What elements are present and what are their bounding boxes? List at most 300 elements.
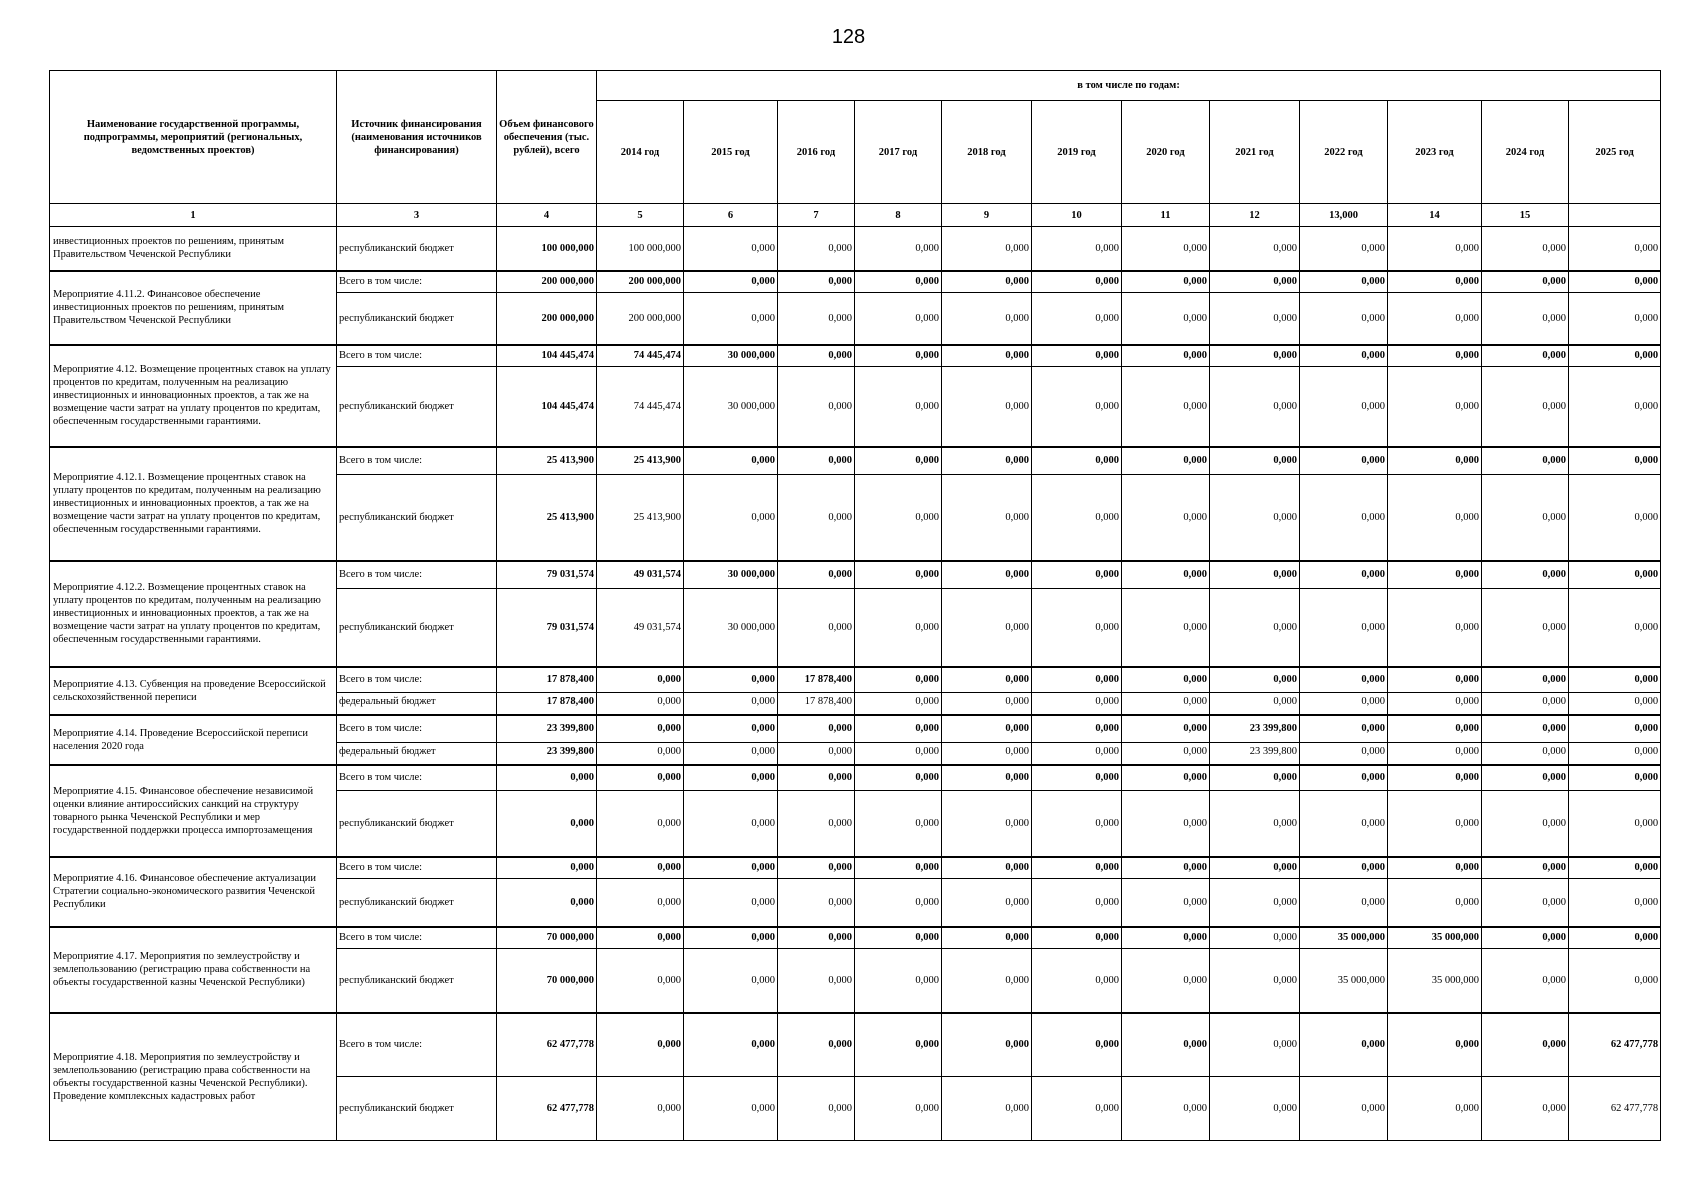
header-column-number: 13,000 xyxy=(1300,204,1388,227)
year-value: 0,000 xyxy=(1569,791,1661,857)
year-value: 0,000 xyxy=(1482,927,1569,949)
year-value: 0,000 xyxy=(1388,561,1482,589)
year-value: 0,000 xyxy=(1032,589,1122,667)
year-value: 0,000 xyxy=(1482,367,1569,447)
year-value: 0,000 xyxy=(1300,561,1388,589)
year-value: 0,000 xyxy=(942,743,1032,765)
header-column-number xyxy=(1569,204,1661,227)
year-value: 0,000 xyxy=(1122,1077,1210,1141)
year-value: 0,000 xyxy=(1300,589,1388,667)
year-value: 35 000,000 xyxy=(1388,927,1482,949)
year-value: 0,000 xyxy=(1569,475,1661,561)
year-value: 0,000 xyxy=(1482,949,1569,1013)
year-value: 0,000 xyxy=(1482,1013,1569,1077)
year-value: 0,000 xyxy=(778,927,855,949)
funding-source: Всего в том числе: xyxy=(337,667,497,693)
header-year: 2015 год xyxy=(684,101,778,204)
funding-source: Всего в том числе: xyxy=(337,857,497,879)
year-value: 0,000 xyxy=(778,561,855,589)
table-row xyxy=(50,927,1661,949)
funding-source: республиканский бюджет xyxy=(337,1077,497,1141)
header-column-number: 6 xyxy=(684,204,778,227)
year-value: 0,000 xyxy=(1482,271,1569,293)
total-value: 70 000,000 xyxy=(497,949,597,1013)
year-value: 0,000 xyxy=(1388,879,1482,927)
year-value: 0,000 xyxy=(1122,345,1210,367)
year-value: 35 000,000 xyxy=(1300,927,1388,949)
year-value: 0,000 xyxy=(778,271,855,293)
header-year: 2014 год xyxy=(597,101,684,204)
year-value: 0,000 xyxy=(855,949,942,1013)
year-value: 30 000,000 xyxy=(684,367,778,447)
year-value: 0,000 xyxy=(1210,345,1300,367)
header-column-number: 5 xyxy=(597,204,684,227)
year-value: 0,000 xyxy=(684,1077,778,1141)
year-value: 0,000 xyxy=(1482,345,1569,367)
year-value: 0,000 xyxy=(1032,791,1122,857)
header-year: 2018 год xyxy=(942,101,1032,204)
total-value: 200 000,000 xyxy=(497,293,597,345)
year-value: 0,000 xyxy=(1032,743,1122,765)
year-value: 0,000 xyxy=(942,791,1032,857)
year-value: 0,000 xyxy=(1032,447,1122,475)
year-value: 0,000 xyxy=(1210,791,1300,857)
year-value: 0,000 xyxy=(942,693,1032,715)
year-value: 0,000 xyxy=(684,791,778,857)
table-row xyxy=(50,857,1661,879)
year-value: 0,000 xyxy=(1210,227,1300,271)
year-value: 0,000 xyxy=(1482,589,1569,667)
year-value: 35 000,000 xyxy=(1388,949,1482,1013)
total-value: 23 399,800 xyxy=(497,715,597,743)
funding-source: Всего в том числе: xyxy=(337,715,497,743)
year-value: 0,000 xyxy=(1300,293,1388,345)
year-value: 0,000 xyxy=(1122,447,1210,475)
year-value: 0,000 xyxy=(1569,561,1661,589)
year-value: 0,000 xyxy=(855,561,942,589)
year-value: 0,000 xyxy=(597,949,684,1013)
header-column-number: 11 xyxy=(1122,204,1210,227)
year-value: 0,000 xyxy=(1569,271,1661,293)
table-row xyxy=(50,345,1661,367)
budget-table xyxy=(49,70,1661,1141)
year-value: 49 031,574 xyxy=(597,589,684,667)
year-value: 0,000 xyxy=(1482,227,1569,271)
year-value: 0,000 xyxy=(1300,1013,1388,1077)
year-value: 0,000 xyxy=(778,447,855,475)
year-value: 0,000 xyxy=(597,857,684,879)
year-value: 0,000 xyxy=(855,857,942,879)
table-row xyxy=(50,715,1661,743)
year-value: 0,000 xyxy=(1122,949,1210,1013)
year-value: 0,000 xyxy=(942,271,1032,293)
year-value: 0,000 xyxy=(684,949,778,1013)
funding-source: Всего в том числе: xyxy=(337,561,497,589)
year-value: 0,000 xyxy=(1388,1013,1482,1077)
year-value: 0,000 xyxy=(597,927,684,949)
year-value: 0,000 xyxy=(942,367,1032,447)
header-column-number: 15 xyxy=(1482,204,1569,227)
year-value: 0,000 xyxy=(778,367,855,447)
header-column-number: 1 xyxy=(50,204,337,227)
activity-name: Мероприятие 4.17. Мероприятия по землеустройству и землепользованию (регистрацию права собственности на объекты государственной казны Чеченской Республики) xyxy=(50,927,337,1013)
funding-source: республиканский бюджет xyxy=(337,879,497,927)
total-value: 79 031,574 xyxy=(497,561,597,589)
year-value: 0,000 xyxy=(1300,367,1388,447)
year-value: 0,000 xyxy=(855,715,942,743)
year-value: 0,000 xyxy=(778,743,855,765)
year-value: 0,000 xyxy=(778,879,855,927)
year-value: 0,000 xyxy=(778,227,855,271)
year-value: 0,000 xyxy=(855,667,942,693)
funding-source: Всего в том числе: xyxy=(337,765,497,791)
total-value: 62 477,778 xyxy=(497,1077,597,1141)
funding-source: республиканский бюджет xyxy=(337,791,497,857)
header-name: Наименование государственной программы, подпрограммы, мероприятий (региональных, ведомственных проектов) xyxy=(50,71,337,204)
funding-source: федеральный бюджет xyxy=(337,693,497,715)
year-value: 0,000 xyxy=(1300,1077,1388,1141)
year-value: 23 399,800 xyxy=(1210,743,1300,765)
year-value: 0,000 xyxy=(1122,561,1210,589)
year-value: 0,000 xyxy=(1569,227,1661,271)
total-value: 0,000 xyxy=(497,791,597,857)
year-value: 0,000 xyxy=(1482,879,1569,927)
year-value: 0,000 xyxy=(1210,1077,1300,1141)
year-value: 62 477,778 xyxy=(1569,1013,1661,1077)
header-year: 2024 год xyxy=(1482,101,1569,204)
year-value: 0,000 xyxy=(1388,791,1482,857)
year-value: 0,000 xyxy=(684,765,778,791)
year-value: 0,000 xyxy=(1482,293,1569,345)
year-value: 0,000 xyxy=(1032,765,1122,791)
total-value: 25 413,900 xyxy=(497,447,597,475)
year-value: 0,000 xyxy=(597,1077,684,1141)
year-value: 0,000 xyxy=(1300,765,1388,791)
year-value: 0,000 xyxy=(597,743,684,765)
year-value: 0,000 xyxy=(1210,271,1300,293)
year-value: 0,000 xyxy=(1300,271,1388,293)
year-value: 0,000 xyxy=(684,271,778,293)
year-value: 0,000 xyxy=(1300,693,1388,715)
year-value: 0,000 xyxy=(942,949,1032,1013)
year-value: 0,000 xyxy=(855,791,942,857)
funding-source: республиканский бюджет xyxy=(337,367,497,447)
year-value: 0,000 xyxy=(1388,715,1482,743)
year-value: 0,000 xyxy=(855,1013,942,1077)
year-value: 0,000 xyxy=(1122,271,1210,293)
year-value: 0,000 xyxy=(1569,367,1661,447)
header-column-number: 9 xyxy=(942,204,1032,227)
year-value: 0,000 xyxy=(855,693,942,715)
year-value: 0,000 xyxy=(684,1013,778,1077)
year-value: 0,000 xyxy=(684,693,778,715)
funding-source: республиканский бюджет xyxy=(337,227,497,271)
total-value: 104 445,474 xyxy=(497,367,597,447)
year-value: 0,000 xyxy=(1032,271,1122,293)
header-column-number: 10 xyxy=(1032,204,1122,227)
year-value: 0,000 xyxy=(1569,927,1661,949)
year-value: 0,000 xyxy=(1032,949,1122,1013)
year-value: 0,000 xyxy=(1210,475,1300,561)
header-column-number: 14 xyxy=(1388,204,1482,227)
header-year: 2019 год xyxy=(1032,101,1122,204)
year-value: 17 878,400 xyxy=(778,693,855,715)
header-column-numbers xyxy=(50,204,1661,227)
year-value: 0,000 xyxy=(855,447,942,475)
year-value: 0,000 xyxy=(684,447,778,475)
year-value: 0,000 xyxy=(942,765,1032,791)
year-value: 0,000 xyxy=(1569,693,1661,715)
year-value: 0,000 xyxy=(1032,475,1122,561)
year-value: 0,000 xyxy=(1300,715,1388,743)
year-value: 0,000 xyxy=(942,589,1032,667)
table-row xyxy=(50,227,1661,271)
year-value: 0,000 xyxy=(1569,949,1661,1013)
year-value: 0,000 xyxy=(1482,447,1569,475)
year-value: 0,000 xyxy=(1210,879,1300,927)
year-value: 0,000 xyxy=(1388,293,1482,345)
total-value: 70 000,000 xyxy=(497,927,597,949)
year-value: 0,000 xyxy=(1388,693,1482,715)
page-number: 128 xyxy=(831,26,866,48)
year-value: 25 413,900 xyxy=(597,475,684,561)
activity-name: Мероприятие 4.12. Возмещение процентных ставок на уплату процентов по кредитам, полученным на реализацию инвестиционных и инновационных проектов, а так же на возмещение части затрат на уплату процентов по кредитам, обеспеченным государственными гарантиями. xyxy=(50,345,337,447)
year-value: 0,000 xyxy=(684,475,778,561)
year-value: 0,000 xyxy=(778,765,855,791)
total-value: 17 878,400 xyxy=(497,667,597,693)
year-value: 0,000 xyxy=(942,345,1032,367)
year-value: 49 031,574 xyxy=(597,561,684,589)
year-value: 0,000 xyxy=(1388,271,1482,293)
total-value: 104 445,474 xyxy=(497,345,597,367)
year-value: 0,000 xyxy=(1032,857,1122,879)
year-value: 0,000 xyxy=(1388,667,1482,693)
funding-source: Всего в том числе: xyxy=(337,447,497,475)
total-value: 0,000 xyxy=(497,857,597,879)
year-value: 0,000 xyxy=(1032,293,1122,345)
year-value: 30 000,000 xyxy=(684,345,778,367)
year-value: 0,000 xyxy=(942,715,1032,743)
year-value: 74 445,474 xyxy=(597,345,684,367)
year-value: 0,000 xyxy=(1210,367,1300,447)
year-value: 0,000 xyxy=(1210,667,1300,693)
header-column-number: 3 xyxy=(337,204,497,227)
year-value: 0,000 xyxy=(942,475,1032,561)
table-row xyxy=(50,447,1661,475)
year-value: 0,000 xyxy=(1388,765,1482,791)
year-value: 0,000 xyxy=(1482,857,1569,879)
year-value: 0,000 xyxy=(1210,589,1300,667)
year-value: 0,000 xyxy=(1032,345,1122,367)
year-value: 0,000 xyxy=(942,879,1032,927)
total-value: 79 031,574 xyxy=(497,589,597,667)
year-value: 0,000 xyxy=(1210,693,1300,715)
year-value: 0,000 xyxy=(1300,857,1388,879)
activity-name: Мероприятие 4.16. Финансовое обеспечение актуализации Стратегии социально-экономического развития Чеченской Республики xyxy=(50,857,337,927)
year-value: 0,000 xyxy=(1032,1077,1122,1141)
year-value: 0,000 xyxy=(1210,927,1300,949)
year-value: 0,000 xyxy=(1569,345,1661,367)
year-value: 0,000 xyxy=(1122,293,1210,345)
year-value: 0,000 xyxy=(855,765,942,791)
year-value: 0,000 xyxy=(684,715,778,743)
year-value: 0,000 xyxy=(1210,447,1300,475)
year-value: 0,000 xyxy=(1122,765,1210,791)
year-value: 0,000 xyxy=(942,293,1032,345)
funding-source: республиканский бюджет xyxy=(337,589,497,667)
year-value: 0,000 xyxy=(855,743,942,765)
year-value: 0,000 xyxy=(1122,791,1210,857)
year-value: 0,000 xyxy=(942,927,1032,949)
header-year: 2022 год xyxy=(1300,101,1388,204)
year-value: 0,000 xyxy=(1210,561,1300,589)
year-value: 0,000 xyxy=(942,561,1032,589)
year-value: 0,000 xyxy=(1122,879,1210,927)
year-value: 0,000 xyxy=(778,345,855,367)
year-value: 0,000 xyxy=(1210,765,1300,791)
year-value: 0,000 xyxy=(1569,667,1661,693)
year-value: 0,000 xyxy=(1032,927,1122,949)
year-value: 0,000 xyxy=(1388,857,1482,879)
year-value: 0,000 xyxy=(1122,667,1210,693)
header-source: Источник финансирования (наименования источников финансирования) xyxy=(337,71,497,204)
year-value: 0,000 xyxy=(597,715,684,743)
year-value: 0,000 xyxy=(1032,879,1122,927)
year-value: 0,000 xyxy=(1482,791,1569,857)
activity-name: Мероприятие 4.12.2. Возмещение процентных ставок на уплату процентов по кредитам, полученным на реализацию инвестиционных и инновационных проектов, а так же на возмещение части затрат на уплату процентов по кредитам, обеспеченным государственными гарантиями. xyxy=(50,561,337,667)
year-value: 0,000 xyxy=(1388,1077,1482,1141)
year-value: 0,000 xyxy=(597,791,684,857)
header-column-number: 4 xyxy=(497,204,597,227)
year-value: 0,000 xyxy=(855,1077,942,1141)
year-value: 0,000 xyxy=(597,765,684,791)
total-value: 0,000 xyxy=(497,765,597,791)
year-value: 0,000 xyxy=(1482,715,1569,743)
year-value: 0,000 xyxy=(1210,1013,1300,1077)
year-value: 0,000 xyxy=(942,1077,1032,1141)
funding-source: республиканский бюджет xyxy=(337,475,497,561)
year-value: 0,000 xyxy=(778,589,855,667)
header-year: 2016 год xyxy=(778,101,855,204)
table-row xyxy=(50,765,1661,791)
total-value: 25 413,900 xyxy=(497,475,597,561)
year-value: 0,000 xyxy=(684,227,778,271)
header-year: 2023 год xyxy=(1388,101,1482,204)
year-value: 0,000 xyxy=(1032,693,1122,715)
year-value: 0,000 xyxy=(1482,561,1569,589)
total-value: 62 477,778 xyxy=(497,1013,597,1077)
header-year: 2021 год xyxy=(1210,101,1300,204)
table-row xyxy=(50,271,1661,293)
year-value: 0,000 xyxy=(1032,561,1122,589)
year-value: 0,000 xyxy=(942,447,1032,475)
year-value: 0,000 xyxy=(597,667,684,693)
year-value: 0,000 xyxy=(1032,1013,1122,1077)
year-value: 0,000 xyxy=(1210,857,1300,879)
year-value: 0,000 xyxy=(1032,667,1122,693)
funding-source: Всего в том числе: xyxy=(337,345,497,367)
year-value: 0,000 xyxy=(1300,667,1388,693)
year-value: 0,000 xyxy=(1482,765,1569,791)
year-value: 17 878,400 xyxy=(778,667,855,693)
table-body xyxy=(50,227,1661,1141)
year-value: 0,000 xyxy=(684,927,778,949)
year-value: 0,000 xyxy=(855,227,942,271)
year-value: 0,000 xyxy=(855,589,942,667)
year-value: 0,000 xyxy=(1569,879,1661,927)
year-value: 0,000 xyxy=(1569,589,1661,667)
activity-name: Мероприятие 4.15. Финансовое обеспечение независимой оценки влияние антироссийских санкций на структуру товарного рынка Чеченской Республики и мер государственной поддержки процесса импортозамещения xyxy=(50,765,337,857)
year-value: 0,000 xyxy=(1482,1077,1569,1141)
year-value: 0,000 xyxy=(855,345,942,367)
funding-source: Всего в том числе: xyxy=(337,1013,497,1077)
table-row xyxy=(50,667,1661,693)
year-value: 0,000 xyxy=(684,667,778,693)
year-value: 0,000 xyxy=(1569,743,1661,765)
activity-name: Мероприятие 4.13. Субвенция на проведение Всероссийской сельскохозяйственной переписи xyxy=(50,667,337,715)
year-value: 23 399,800 xyxy=(1210,715,1300,743)
year-value: 0,000 xyxy=(1032,227,1122,271)
year-value: 0,000 xyxy=(1300,879,1388,927)
funding-source: республиканский бюджет xyxy=(337,293,497,345)
year-value: 0,000 xyxy=(1388,447,1482,475)
year-value: 0,000 xyxy=(1482,667,1569,693)
year-value: 0,000 xyxy=(855,927,942,949)
year-value: 35 000,000 xyxy=(1300,949,1388,1013)
year-value: 0,000 xyxy=(942,1013,1032,1077)
activity-name: Мероприятие 4.18. Мероприятия по землеустройству и землепользованию (регистрацию права собственности на объекты государственной казны Чеченской Республики). Проведение комплексных кадастровых работ xyxy=(50,1013,337,1141)
year-value: 0,000 xyxy=(1569,447,1661,475)
year-value: 0,000 xyxy=(1388,743,1482,765)
year-value: 0,000 xyxy=(1482,743,1569,765)
year-value: 0,000 xyxy=(778,857,855,879)
year-value: 0,000 xyxy=(684,293,778,345)
funding-source: Всего в том числе: xyxy=(337,271,497,293)
year-value: 0,000 xyxy=(1300,743,1388,765)
activity-name: Мероприятие 4.12.1. Возмещение процентных ставок на уплату процентов по кредитам, полученным на реализацию инвестиционных и инновационных проектов, а так же на возмещение части затрат на уплату процентов по кредитам, обеспеченным государственными гарантиями. xyxy=(50,447,337,561)
header-column-number: 12 xyxy=(1210,204,1300,227)
year-value: 0,000 xyxy=(942,667,1032,693)
header-year: 2017 год xyxy=(855,101,942,204)
total-value: 23 399,800 xyxy=(497,743,597,765)
year-value: 30 000,000 xyxy=(684,589,778,667)
year-value: 30 000,000 xyxy=(684,561,778,589)
table-row xyxy=(50,561,1661,589)
year-value: 0,000 xyxy=(684,879,778,927)
year-value: 0,000 xyxy=(1482,475,1569,561)
year-value: 0,000 xyxy=(1388,345,1482,367)
year-value: 0,000 xyxy=(942,857,1032,879)
year-value: 0,000 xyxy=(1032,715,1122,743)
year-value: 0,000 xyxy=(1569,293,1661,345)
year-value: 0,000 xyxy=(1122,589,1210,667)
year-value: 0,000 xyxy=(1032,367,1122,447)
year-value: 0,000 xyxy=(778,1077,855,1141)
year-value: 25 413,900 xyxy=(597,447,684,475)
year-value: 0,000 xyxy=(1300,475,1388,561)
year-value: 0,000 xyxy=(778,293,855,345)
year-value: 0,000 xyxy=(1300,791,1388,857)
header-column-number: 7 xyxy=(778,204,855,227)
year-value: 0,000 xyxy=(1122,715,1210,743)
year-value: 0,000 xyxy=(1122,227,1210,271)
year-value: 0,000 xyxy=(778,791,855,857)
year-value: 74 445,474 xyxy=(597,367,684,447)
header-column-number: 8 xyxy=(855,204,942,227)
table-row xyxy=(50,1013,1661,1077)
year-value: 0,000 xyxy=(1210,949,1300,1013)
header-total: Объем финансового обеспечения (тыс. рублей), всего xyxy=(497,71,597,204)
